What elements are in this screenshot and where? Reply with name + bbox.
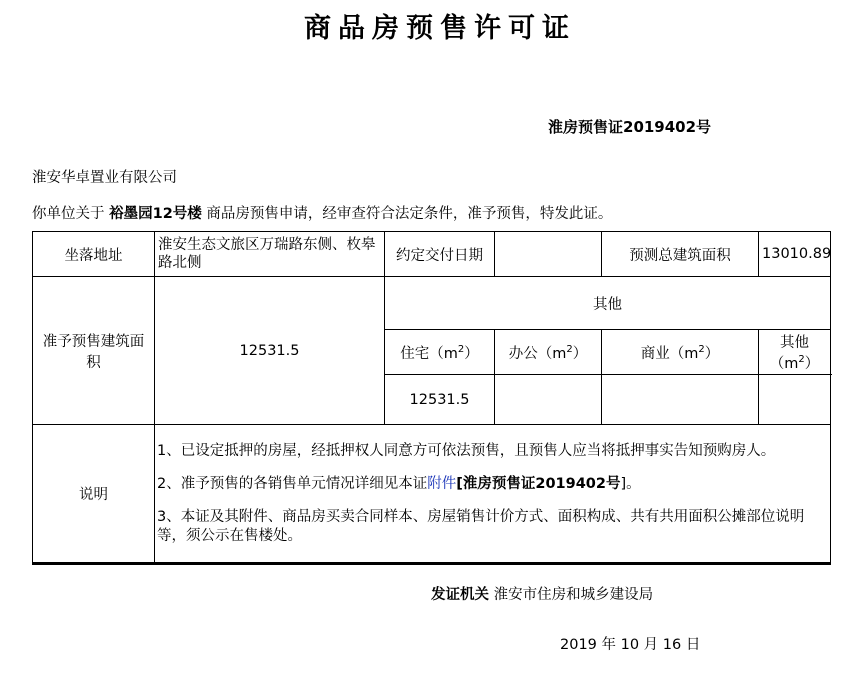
unit-suffix: ）: [572, 345, 588, 362]
unit-prefix: （m: [669, 345, 699, 362]
total-area-label: 预测总建筑面积: [602, 232, 759, 277]
column-name: 办公: [508, 345, 538, 362]
permit-table: [32, 231, 831, 565]
office-value: [495, 375, 602, 425]
location-label: 坐落地址: [33, 232, 155, 277]
unit-prefix: （m: [537, 345, 567, 362]
column-header-commercial: [602, 330, 759, 375]
column-name: 其他: [780, 335, 809, 351]
total-area-value: 13010.89: [759, 232, 831, 277]
residential-value: 12531.5: [385, 375, 495, 425]
note-1: 1、已设定抵押的房屋，经抵押权人同意方可依法预售，且预售人应当将抵押事实告知预购房人。: [157, 442, 776, 459]
unit-exponent: 2: [698, 343, 705, 355]
notes-content: [155, 425, 831, 564]
unit-prefix: （m: [769, 356, 799, 372]
issuer-label: 发证机关: [431, 587, 489, 603]
column-header-other: [759, 330, 831, 375]
presale-area-label: 准予预售建筑面积: [33, 277, 155, 425]
unit-suffix: ）: [704, 345, 720, 362]
note-2: [157, 475, 828, 494]
column-name: 住宅: [400, 345, 430, 362]
column-header-office: [495, 330, 602, 375]
document-title: 商品房预售许可证: [304, 13, 576, 44]
column-name: 商业: [640, 345, 670, 362]
delivery-date-value: [495, 232, 602, 277]
other-value: [759, 375, 831, 425]
column-header-residential: [385, 330, 495, 375]
unit-suffix: ）: [804, 356, 820, 372]
delivery-date-label: 约定交付日期: [385, 232, 495, 277]
note-2-cert: [淮房预售证2019402号: [456, 475, 621, 492]
company-name: 淮安华卓置业有限公司: [32, 170, 177, 186]
certificate-number: 淮房预售证2019402号: [548, 118, 712, 136]
unit-exponent: 2: [798, 354, 805, 366]
intro-prefix: 你单位关于: [32, 206, 110, 222]
issuer-value: 淮安市住房和城乡建设局: [493, 587, 654, 603]
issuing-authority: [431, 583, 653, 604]
presale-area-value: 12531.5: [155, 277, 385, 425]
unit-exponent: 2: [457, 343, 465, 355]
location-value: 淮安生态文旅区万瑞路东侧、枚皋路北侧: [155, 232, 385, 277]
attachment-link[interactable]: 附件: [427, 475, 457, 492]
unit-prefix: （m: [429, 345, 458, 362]
unit-suffix: ）: [464, 345, 479, 362]
notes-label: 说明: [33, 425, 155, 564]
project-name: 裕墨园12号楼: [109, 206, 202, 222]
unit-exponent: 2: [566, 343, 573, 355]
commercial-value: [602, 375, 759, 425]
intro-text: [32, 202, 612, 223]
intro-suffix: 商品房预售申请，经审查符合法定条件，准予预售，特发此证。: [201, 206, 613, 222]
note-3: 3、本证及其附件、商品房买卖合同样本、房屋销售计价方式、面积构成、共有共用面积公摊部位说明等，须公示在售楼处。: [157, 508, 805, 544]
other-header: 其他: [385, 277, 831, 330]
note-2-prefix: 2、准予预售的各销售单元情况详细见本证: [157, 475, 428, 492]
issue-date: 2019 年 10 月 16 日: [560, 637, 701, 653]
note-2-suffix: ]。: [620, 475, 641, 492]
